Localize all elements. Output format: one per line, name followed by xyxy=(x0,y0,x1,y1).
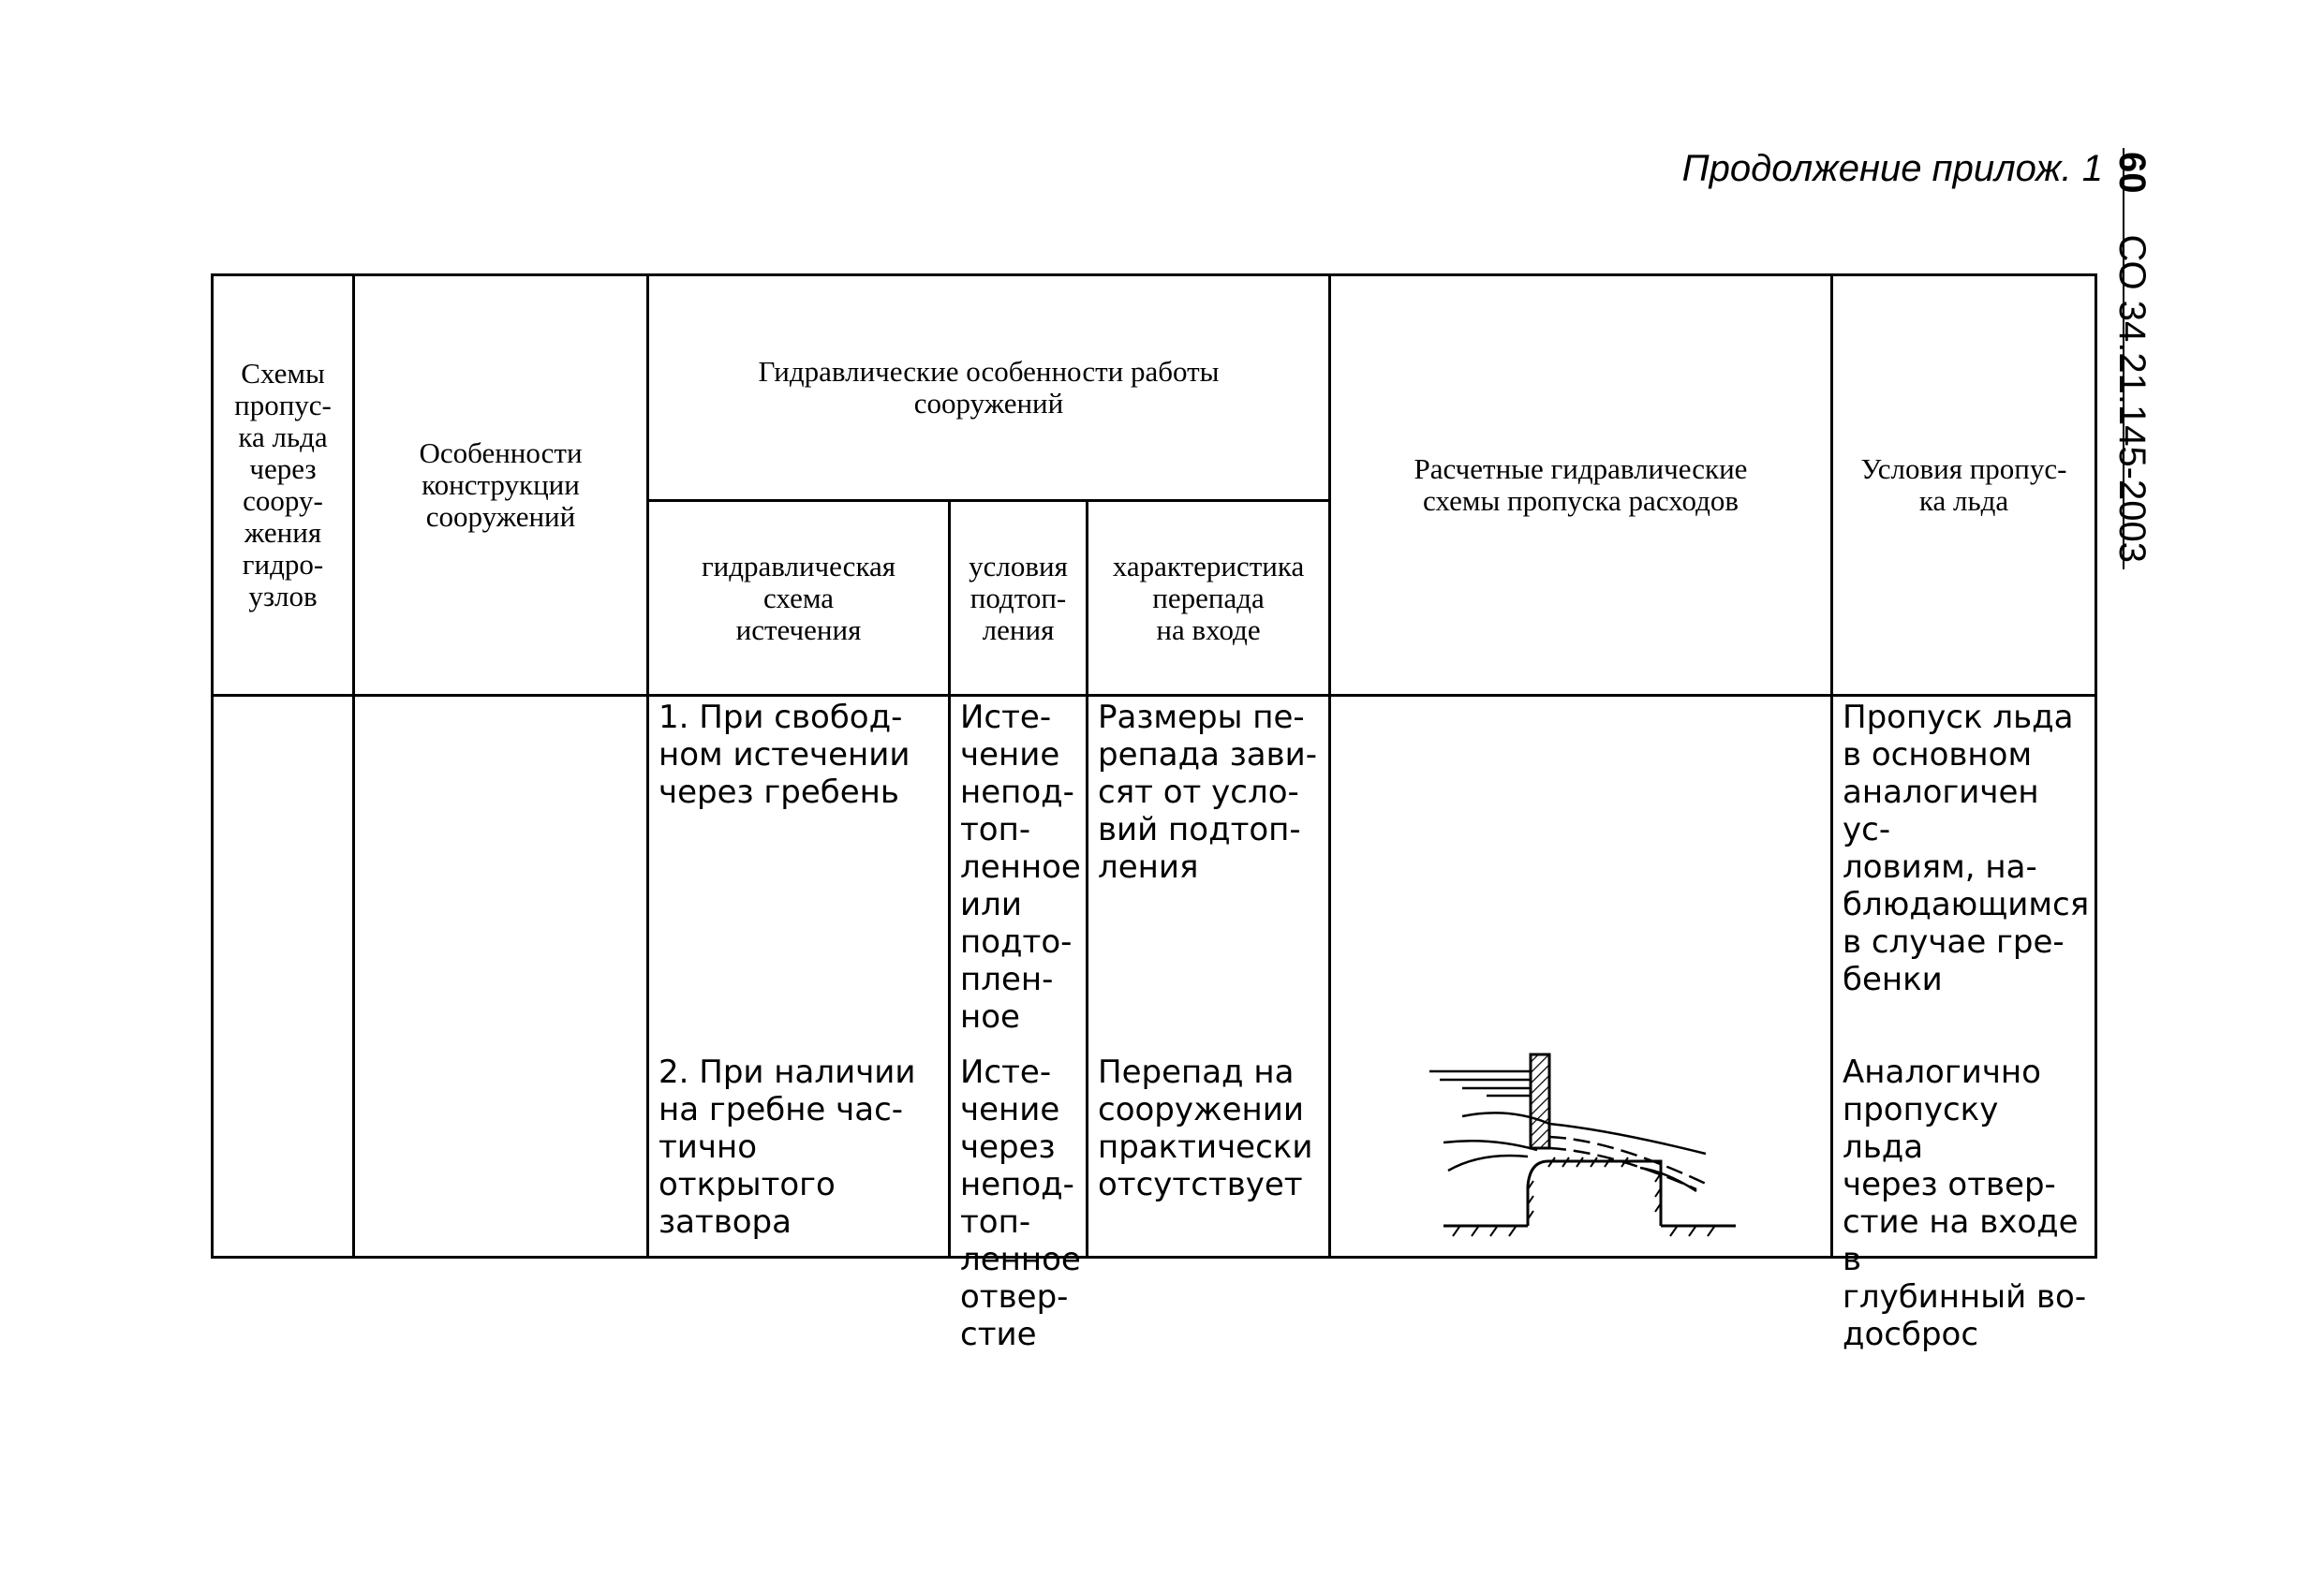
header-drop: характеристика перепада на входе xyxy=(1088,501,1330,696)
cell-flow-scheme xyxy=(648,696,950,1258)
header-calc-schemes: Расчетные гидравлические схемы пропуска расходов xyxy=(1330,275,1832,696)
row-1-submergence: Исте- чение непод- топ- ленное или подто- плен- ное xyxy=(960,699,1081,1036)
appendix-table xyxy=(211,273,2097,1353)
header-submergence: условия подтоп- ления xyxy=(950,501,1088,696)
header-schemes: Схемы пропус- ка льда через соору- жения гидро- узлов xyxy=(213,275,354,696)
row-1-flow-scheme: 1. При свобод- ном истечении через гребень xyxy=(659,699,910,811)
partial-gate-flow-diagram xyxy=(1425,1051,1743,1252)
cell-drop xyxy=(1088,696,1330,1258)
cell-design-empty xyxy=(354,696,648,1258)
header-hydraulic-group: Гидравлические особенности работы сооружений xyxy=(648,275,1330,501)
row-2-submergence: Исте- чение через непод- топ- ленное отвер- стие xyxy=(960,1054,1081,1353)
header-design: Особенности конструкции сооружений xyxy=(354,275,648,696)
row-2-drop: Перепад на сооружении практически отсутствует xyxy=(1098,1054,1313,1204)
row-1-ice-conditions: Пропуск льда в основном аналогичен ус- ловиям, на- блюдающимся в случае гре- бенки xyxy=(1843,699,2090,998)
row-2-flow-scheme: 2. При наличии на гребне час- тично открытого затвора xyxy=(659,1054,916,1242)
header-ice-conditions: Условия пропус- ка льда xyxy=(1832,275,2096,696)
cell-submergence xyxy=(950,696,1088,1353)
continuation-label: Продолжение прилож. 1 xyxy=(1681,148,2103,189)
header-flow-scheme: гидравлическая схема истечения xyxy=(648,501,950,696)
row-1-drop: Размеры пе- репада зави- сят от усло- вий подтоп- ления xyxy=(1098,699,1318,886)
document-code: СО 34.21.145-2003 xyxy=(2111,234,2153,563)
side-header xyxy=(2110,152,2153,563)
page-number: 60 xyxy=(2111,152,2153,194)
row-2-ice-conditions: Аналогично пропуску льда через отвер- стие на входе в глубинный во- досброс xyxy=(1843,1054,2087,1353)
cell-ice-conditions xyxy=(1832,696,2096,1353)
cell-schemes-empty xyxy=(213,696,354,1258)
cell-calc-schemes xyxy=(1330,696,1832,1258)
